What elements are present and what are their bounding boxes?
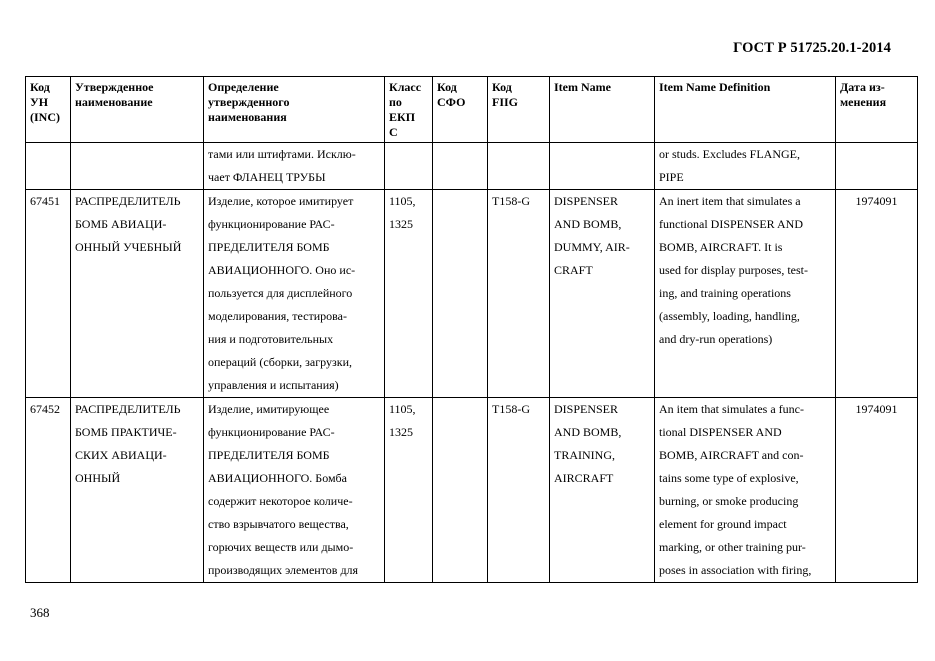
cell-approved-name — [71, 143, 204, 190]
cell-sfo — [433, 190, 488, 398]
cell-definition: Изделие, которое имитирует функционирование РАС- ПРЕДЕЛИТЕЛЯ БОМБ АВИАЦИОННОГО. Оно ис- пользуется для дисплейного моделирования, тестирова- ния и подготовительных операций (сборки, загрузки, управления и испытания) — [204, 190, 385, 398]
page-number: 368 — [30, 605, 50, 620]
table-row — [26, 398, 918, 583]
cell-item-name: DISPENSER AND BOMB, DUMMY, AIR- CRAFT — [550, 190, 655, 398]
header-col-class: Класс по ЕКП С — [385, 77, 433, 143]
cell-item-definition: An inert item that simulates a functional DISPENSER AND BOMB, AIRCRAFT. It is used for display purposes, test- ing, and training operations (assembly, loading, handling, and dry-run operations) — [655, 190, 836, 398]
cell-definition: Изделие, имитирующее функционирование РАС- ПРЕДЕЛИТЕЛЯ БОМБ АВИАЦИОННОГО. Бомба содержит некоторое количе- ство взрывчатого вещества, горючих веществ или дымо- производящих элементов для — [204, 398, 385, 583]
document-code: ГОСТ Р 51725.20.1-2014 — [733, 40, 891, 56]
cell-class — [385, 143, 433, 190]
table-header-row — [26, 77, 918, 143]
cell-definition: тами или штифтами. Исклю- чает ФЛАНЕЦ ТРУБЫ — [204, 143, 385, 190]
table-row — [26, 143, 918, 190]
header-col-item-name: Item Name — [550, 77, 655, 143]
cell-class: 1105, 1325 — [385, 190, 433, 398]
cell-fiig: T158-G — [488, 190, 550, 398]
item-name-table — [25, 76, 918, 583]
cell-inc: 67451 — [26, 190, 71, 398]
header-col-definition: Определение утвержденного наименования — [204, 77, 385, 143]
cell-approved-name: РАСПРЕДЕЛИТЕЛЬ БОМБ ПРАКТИЧЕ- СКИХ АВИАЦИ- ОННЫЙ — [71, 398, 204, 583]
cell-date — [836, 143, 918, 190]
cell-date: 1974091 — [836, 190, 918, 398]
cell-item-name — [550, 143, 655, 190]
cell-item-name: DISPENSER AND BOMB, TRAINING, AIRCRAFT — [550, 398, 655, 583]
cell-inc — [26, 143, 71, 190]
header-col-sfo: Код СФО — [433, 77, 488, 143]
table-row — [26, 190, 918, 398]
cell-fiig — [488, 143, 550, 190]
cell-class: 1105, 1325 — [385, 398, 433, 583]
cell-sfo — [433, 398, 488, 583]
cell-date: 1974091 — [836, 398, 918, 583]
cell-item-definition: An item that simulates a func- tional DISPENSER AND BOMB, AIRCRAFT and con- tains some type of explosive, burning, or smoke producing element for ground impact marking, or other training pur- poses in association with firing, — [655, 398, 836, 583]
cell-approved-name: РАСПРЕДЕЛИТЕЛЬ БОМБ АВИАЦИ- ОННЫЙ УЧЕБНЫЙ — [71, 190, 204, 398]
header-col-inc: Код УН (INC) — [26, 77, 71, 143]
header-col-approved-name: Утвержденное наименование — [71, 77, 204, 143]
cell-inc: 67452 — [26, 398, 71, 583]
cell-item-definition: or studs. Excludes FLANGE, PIPE — [655, 143, 836, 190]
cell-fiig: T158-G — [488, 398, 550, 583]
header-col-date: Дата из- менения — [836, 77, 918, 143]
table-body — [26, 143, 918, 583]
cell-sfo — [433, 143, 488, 190]
header-col-fiig: Код FIIG — [488, 77, 550, 143]
header-col-item-definition: Item Name Definition — [655, 77, 836, 143]
